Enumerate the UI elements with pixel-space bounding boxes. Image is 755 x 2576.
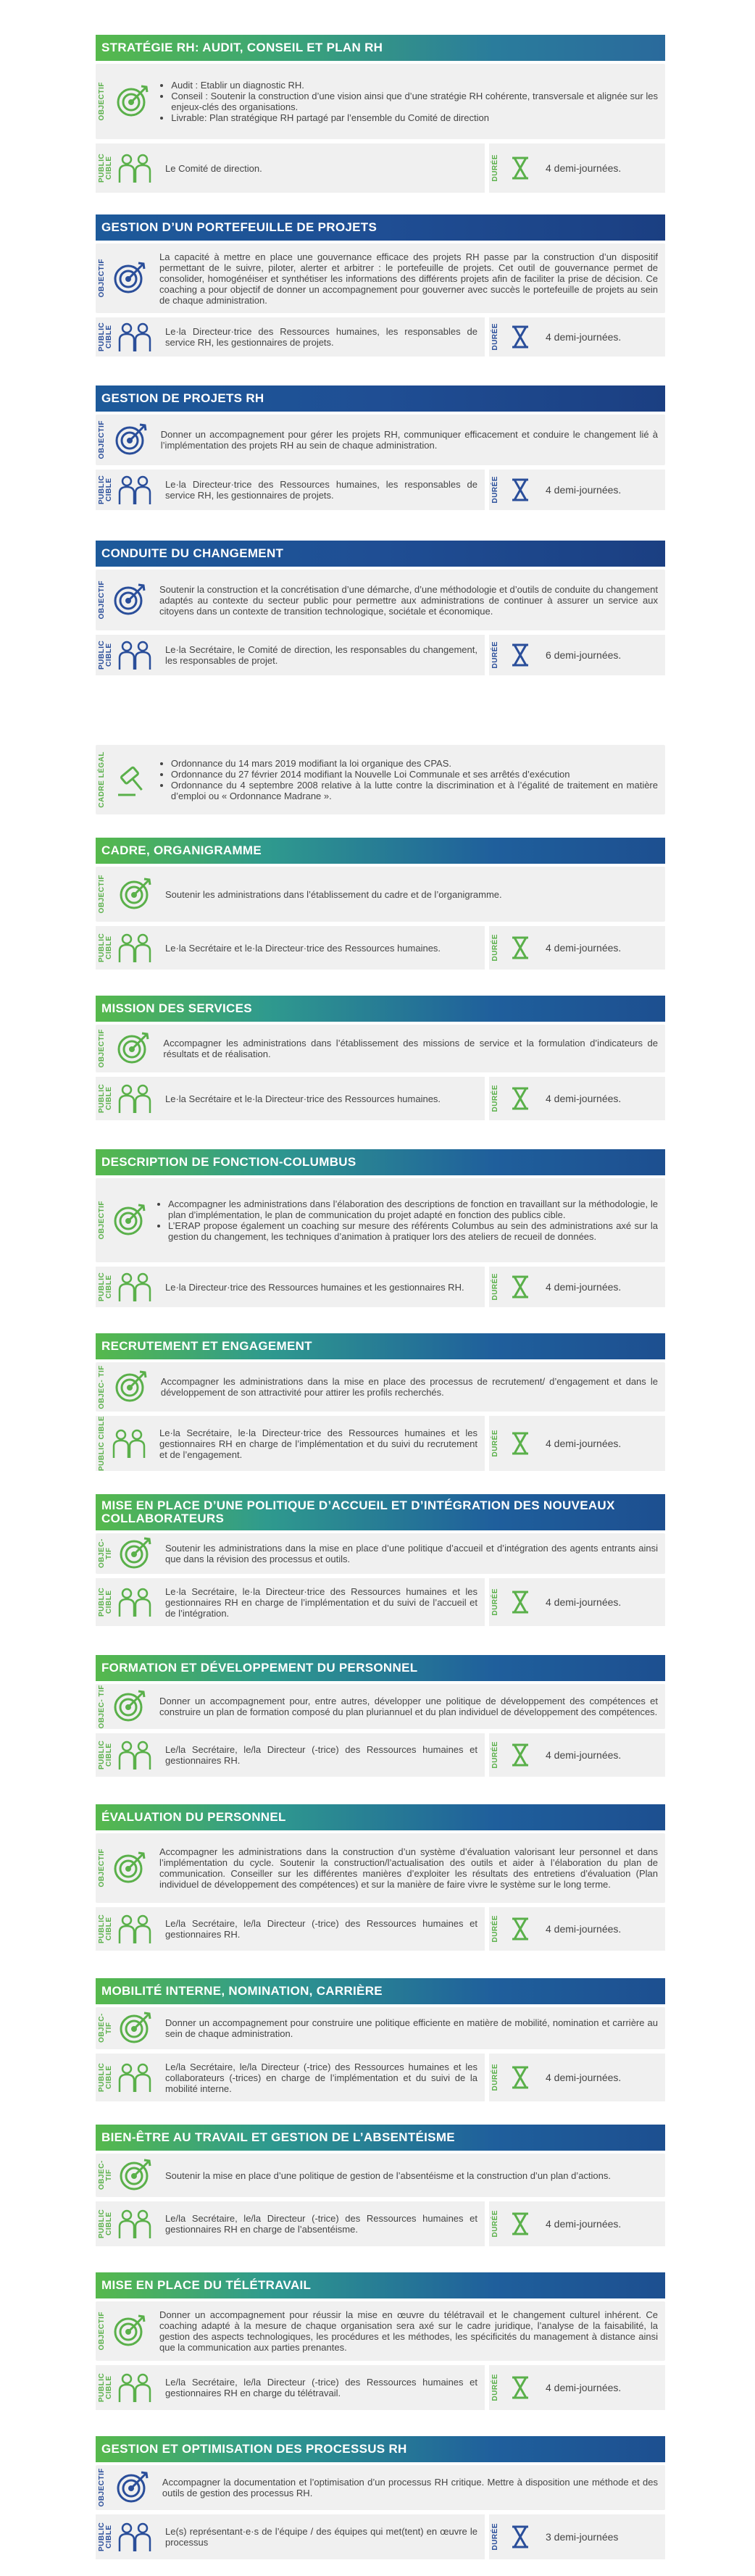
cadre-legal <box>96 745 665 814</box>
target-icon <box>109 1848 149 1888</box>
objective-box <box>96 64 665 139</box>
public-box <box>96 1416 485 1471</box>
target-icon <box>109 2311 149 2351</box>
public-label: PUBLIC CIBLE <box>98 2372 113 2403</box>
hourglass-icon <box>508 935 533 960</box>
objective-text: Donner un accompagnement pour, entre autres, développer une politique de développement des compétences et construire un plan de formation composé du plan pluriannuel et du plan individuel de développement des compétences. <box>159 1696 658 1717</box>
objective-label: OBJECTIF <box>98 420 106 459</box>
duration-text: 4 demi-journées. <box>546 1093 622 1104</box>
section-title: CADRE, ORGANIGRAMME <box>96 838 665 864</box>
objective-label: OBJEC- TIF <box>98 1684 106 1729</box>
duration-label: DURÉE <box>491 154 499 182</box>
objective-label: OBJECTIF <box>98 580 106 620</box>
objective-item: • L’ERAP propose également un coaching sur mesure des référents Columbus au sein des administrations axé sur la gestion du changement, les techniques d’animation à pratiquer lors des ateliers de recueil de données. <box>168 1220 658 1242</box>
public-text: Le/la Secrétaire, le/la Directeur (-trice) des Ressources humaines et les collaborateurs (-trices) en charge de l’implémentation et du suivi de la mobilité interne. <box>165 2061 477 2094</box>
meta-row <box>96 2514 665 2559</box>
section-strategie-rh <box>96 35 665 193</box>
objective-label: OBJECTIF <box>98 1848 106 1888</box>
meta-row <box>96 1416 665 1471</box>
objective-box <box>96 2007 665 2049</box>
objective-box <box>96 1025 665 1072</box>
objective-label: OBJECTIF <box>98 1201 106 1240</box>
people-icon <box>114 148 155 188</box>
section-formation <box>96 1655 665 1777</box>
meta-row <box>96 1907 665 1951</box>
duration-text: 4 demi-journées. <box>546 484 622 496</box>
duration-label: DURÉE <box>491 2374 499 2401</box>
people-icon <box>114 635 155 675</box>
public-label: PUBLIC CIBLE <box>98 2522 113 2552</box>
target-icon <box>114 2155 155 2196</box>
duration-label: DURÉE <box>491 476 499 504</box>
hourglass-icon <box>508 1590 533 1614</box>
target-icon <box>110 1367 151 1407</box>
public-box <box>96 1907 485 1951</box>
section-title: ÉVALUATION DU PERSONNEL <box>96 1804 665 1830</box>
hourglass-icon <box>508 643 533 667</box>
hourglass-icon <box>508 478 533 502</box>
section-title: RECRUTEMENT ET ENGAGEMENT <box>96 1333 665 1359</box>
public-box <box>96 635 485 675</box>
public-box <box>96 1578 485 1626</box>
public-box <box>96 2201 485 2246</box>
duration-label: DURÉE <box>491 2523 499 2551</box>
public-text: Le·la Directeur·trice des Ressources humaines et les gestionnaires RH. <box>165 1281 464 1293</box>
duration-text: 4 demi-journées. <box>546 331 622 343</box>
duration-box <box>489 2514 665 2559</box>
duration-text: 4 demi-journées. <box>546 2218 622 2230</box>
duration-label: DURÉE <box>491 2210 499 2238</box>
duration-box <box>489 2054 665 2101</box>
section-teletravail <box>96 2272 665 2410</box>
objective-item: • Conseil : Soutenir la construction d’une vision ainsi que d’une stratégie RH cohérente, transversale et alignée sur les enjeux-clés des organisations. <box>171 91 658 112</box>
public-label: PUBLIC CIBLE <box>98 1740 113 1770</box>
duration-label: DURÉE <box>491 1430 499 1457</box>
public-text: Le·la Directeur·trice des Ressources humaines, les responsables de service RH, les gestionnaires de projets. <box>165 479 477 501</box>
duration-text: 4 demi-journées. <box>546 162 622 174</box>
section-processus-rh <box>96 2436 665 2559</box>
objective-label: OBJECTIF <box>98 2468 106 2507</box>
meta-row <box>96 2201 665 2246</box>
duration-text: 4 demi-journées. <box>546 1281 622 1293</box>
meta-row <box>96 1733 665 1777</box>
legal-box <box>96 745 665 814</box>
public-text: Le/la Secrétaire, le/la Directeur (-trice) des Ressources humaines et gestionnaires RH. <box>165 1744 477 1766</box>
duration-box <box>489 1416 665 1471</box>
duration-text: 4 demi-journées. <box>546 2382 622 2393</box>
section-title: GESTION D’UN PORTEFEUILLE DE PROJETS <box>96 214 665 241</box>
objective-label: OBJECTIF <box>98 259 106 298</box>
public-label: PUBLIC CIBLE <box>98 933 113 963</box>
duration-text: 4 demi-journées. <box>546 1438 622 1449</box>
duration-label: DURÉE <box>491 641 499 669</box>
target-icon <box>109 1686 149 1727</box>
duration-label: DURÉE <box>491 1085 499 1112</box>
hourglass-icon <box>508 1086 533 1111</box>
section-mobilite <box>96 1978 665 2101</box>
objective-label: OBJECTIF <box>98 82 106 121</box>
public-text: Le·la Secrétaire, le·la Directeur·trice des Ressources humaines et les gestionnaires RH en charge de l’implémentation et du suivi du recrutement et de l’engagement. <box>159 1427 477 1460</box>
target-icon <box>114 1533 155 1574</box>
people-icon <box>114 2517 155 2557</box>
public-text: Le·la Secrétaire, le·la Directeur·trice des Ressources humaines et les gestionnaires RH en charge de l’implémentation et du suivi de l’accueil et de l’intégration. <box>165 1585 477 1619</box>
duration-box <box>489 635 665 675</box>
public-label: PUBLIC CIBLE <box>98 1416 106 1471</box>
people-icon <box>114 1582 155 1622</box>
objective-item: • Livrable: Plan stratégique RH partagé par l’ensemble du Comité de direction <box>171 112 658 123</box>
public-text: Le/la Secrétaire, le/la Directeur (-trice) des Ressources humaines et gestionnaires RH en charge du télétravail. <box>165 2377 477 2398</box>
hourglass-icon <box>508 1743 533 1767</box>
section-portefeuille <box>96 214 665 357</box>
people-icon <box>114 1909 155 1949</box>
objective-label: OBJECTIF <box>98 2312 106 2351</box>
duration-label: DURÉE <box>491 1588 499 1616</box>
hourglass-icon <box>508 156 533 180</box>
objective-text: Donner un accompagnement pour construire une politique efficiente en matière de mobilité, nomination et carrière au sein de chaque administration. <box>165 2017 658 2039</box>
hourglass-icon <box>508 2525 533 2549</box>
section-title: BIEN-ÊTRE AU TRAVAIL ET GESTION DE L’ABSENTÉISME <box>96 2125 665 2151</box>
meta-row <box>96 2054 665 2101</box>
section-cadre-organigramme <box>96 838 665 970</box>
people-icon <box>109 1423 149 1464</box>
objective-label: OBJEC- TIF <box>98 2160 113 2191</box>
legal-item: • Ordonnance du 27 février 2014 modifiant la Nouvelle Loi Communale et ses arrêtés d’exécution <box>171 769 658 780</box>
meta-row <box>96 1267 665 1307</box>
section-gestion-projets <box>96 385 665 510</box>
public-box <box>96 143 485 193</box>
duration-box <box>489 143 665 193</box>
people-icon <box>114 1735 155 1775</box>
duration-text: 4 demi-journées. <box>546 1749 622 1761</box>
meta-row <box>96 317 665 357</box>
duration-box <box>489 1907 665 1951</box>
section-title: MOBILITÉ INTERNE, NOMINATION, CARRIÈRE <box>96 1978 665 2004</box>
public-text: Le Comité de direction. <box>165 162 262 174</box>
objective-text: Donner un accompagnement pour réussir la mise en œuvre du télétravail et le changement culturel inhérent. Ce coaching adapté à la mesure de chaque organisation sera axé sur le cadre juridique, l’analyse de la faisabilité, la gestion des aspects technologiques, les procédures et les méthodes, les spécificités du management à distance ainsi que la communication aux parties prenantes. <box>159 2309 658 2353</box>
meta-row <box>96 635 665 675</box>
objective-box <box>96 2154 665 2197</box>
public-label: PUBLIC CIBLE <box>98 153 113 183</box>
public-label: PUBLIC CIBLE <box>98 475 113 505</box>
public-label: PUBLIC CIBLE <box>98 1083 113 1114</box>
legal-item: • Ordonnance du 4 septembre 2008 relative à la lutte contre la discrimination et à l’égalité de traitement en matière d’emploi ou « Ordonnance Madrane ». <box>171 780 658 801</box>
objective-label: OBJEC- TIF <box>98 2013 113 2043</box>
public-box <box>96 1733 485 1777</box>
public-text: Le·la Directeur·trice des Ressources humaines, les responsables de service RH, les gestionnaires de projets. <box>165 326 477 348</box>
objective-box <box>96 1178 665 1262</box>
target-icon <box>109 1200 149 1241</box>
section-accueil-integration <box>96 1494 665 1626</box>
objective-box <box>96 243 665 313</box>
duration-box <box>489 2365 665 2410</box>
section-title: CONDUITE DU CHANGEMENT <box>96 541 665 567</box>
objective-item: • Audit : Etablir un diagnostic RH. <box>171 80 658 91</box>
meta-row <box>96 926 665 970</box>
people-icon <box>114 928 155 968</box>
objective-text: Soutenir la mise en place d’une politique de gestion de l’absentéisme et la construction d’un plan d’actions. <box>165 2169 611 2181</box>
public-box <box>96 926 485 970</box>
duration-box <box>489 926 665 970</box>
meta-row <box>96 1578 665 1626</box>
people-icon <box>114 317 155 357</box>
objective-text: Soutenir la construction et la concrétisation d’une démarche, d’une méthodologie et d’outils de conduite du changement adaptés au contexte du secteur public pour permettre aux administrations de continuer à assurer un service aux citoyens dans un contexte de transition technologique, sociétale et économique. <box>159 583 658 617</box>
objective-box <box>96 867 665 922</box>
public-box <box>96 1267 485 1307</box>
section-mission-services <box>96 996 665 1120</box>
duration-label: DURÉE <box>491 323 499 351</box>
public-text: Le·la Secrétaire et le·la Directeur·trice des Ressources humaines. <box>165 942 441 954</box>
objective-item: • Accompagner les administrations dans l’élaboration des descriptions de fonction en travaillant sur la méthodologie, le plan d’implémentation, le plan de communication du projet adapté en fonction des publics cible. <box>168 1199 658 1220</box>
hourglass-icon <box>508 2212 533 2236</box>
target-icon <box>114 874 155 914</box>
section-description-fonction <box>96 1149 665 1307</box>
legal-item: • Ordonnance du 14 mars 2019 modifiant la loi organique des CPAS. <box>171 758 658 769</box>
public-box <box>96 2514 485 2559</box>
duration-box <box>489 1077 665 1120</box>
section-bien-etre <box>96 2125 665 2246</box>
target-icon <box>112 2467 152 2508</box>
duration-label: DURÉE <box>491 2064 499 2091</box>
public-box <box>96 470 485 510</box>
legal-label: CADRE LÉGAL <box>98 751 106 808</box>
people-icon <box>114 1267 155 1307</box>
duration-text: 4 demi-journées. <box>546 1923 622 1935</box>
section-title: GESTION ET OPTIMISATION DES PROCESSUS RH <box>96 2436 665 2462</box>
people-icon <box>114 2367 155 2408</box>
objective-box <box>96 1684 665 1729</box>
target-icon <box>109 258 149 299</box>
duration-text: 6 demi-journées. <box>546 649 622 661</box>
meta-row <box>96 470 665 510</box>
duration-label: DURÉE <box>491 1741 499 1769</box>
public-box <box>96 2365 485 2410</box>
public-label: PUBLIC CIBLE <box>98 640 113 670</box>
objective-box <box>96 570 665 630</box>
hourglass-icon <box>508 1275 533 1299</box>
people-icon <box>114 470 155 510</box>
objective-text <box>155 1193 665 1248</box>
objective-box <box>96 2465 665 2510</box>
section-recrutement <box>96 1333 665 1471</box>
objective-text: Accompagner les administrations dans la mise en place des processus de recrutement/ d’engagement et dans le développement de son attractivité pour attirer les profils recherchés. <box>160 1376 658 1398</box>
objective-label: OBJECTIF <box>98 1029 106 1068</box>
duration-box <box>489 1733 665 1777</box>
objective-label: OBJEC- TIF <box>98 1538 113 1569</box>
people-icon <box>114 1078 155 1119</box>
section-title: MISSION DES SERVICES <box>96 996 665 1022</box>
target-icon <box>109 580 149 620</box>
duration-label: DURÉE <box>491 1273 499 1301</box>
objective-box <box>96 414 665 465</box>
duration-label: DURÉE <box>491 934 499 962</box>
objective-text: Accompagner la documentation et l’optimisation d’un processus RH critique. Mettre à disposition une méthode et des outils de gestion des processus RH. <box>162 2477 658 2498</box>
duration-box <box>489 2201 665 2246</box>
target-icon <box>110 420 151 460</box>
section-conduite-changement <box>96 541 665 675</box>
meta-row <box>96 1077 665 1120</box>
objective-box <box>96 1533 665 1574</box>
objective-text: Accompagner les administrations dans l’établissement des missions de service et la formulation d’indicateurs de résultats et de réalisation. <box>163 1038 658 1059</box>
hourglass-icon <box>508 325 533 349</box>
legal-text <box>158 752 665 807</box>
target-icon <box>112 81 152 122</box>
objective-box <box>96 1833 665 1903</box>
objective-text: La capacité à mettre en place une gouvernance efficace des projets RH passe par la construction d’un dispositif permettant de le suivre, piloter, alerter et arbitrer : le portefeuille de projets. Cet outil de gouvernance permet de consolider, homogénéiser et synthétiser les informations des différents projets afin de faciliter la prise de décision. Ce coaching a pour objectif de donner un accompagnement pour gouverner avec succès le portefeuille de projets au sein de chaque administration. <box>159 251 658 306</box>
section-title: STRATÉGIE RH: AUDIT, CONSEIL ET PLAN RH <box>96 35 665 61</box>
duration-text: 3 demi-journées <box>546 2531 619 2543</box>
public-text: Le(s) représentant·e·s de l’équipe / des équipes qui met(tent) en œuvre le processus <box>165 2526 477 2548</box>
objective-text <box>158 74 665 129</box>
hourglass-icon <box>508 1431 533 1456</box>
public-box <box>96 317 485 357</box>
duration-text: 4 demi-journées. <box>546 942 622 954</box>
duration-text: 4 demi-journées. <box>546 1596 622 1608</box>
section-title: DESCRIPTION DE FONCTION-COLUMBUS <box>96 1149 665 1175</box>
hourglass-icon <box>508 2065 533 2090</box>
section-title: FORMATION ET DÉVELOPPEMENT DU PERSONNEL <box>96 1655 665 1681</box>
public-text: Le/la Secrétaire, le/la Directeur (-trice) des Ressources humaines et gestionnaires RH. <box>165 1918 477 1940</box>
public-label: PUBLIC CIBLE <box>98 1914 113 1944</box>
target-icon <box>114 2008 155 2048</box>
duration-label: DURÉE <box>491 1915 499 1943</box>
public-label: PUBLIC CIBLE <box>98 1272 113 1302</box>
duration-box <box>489 470 665 510</box>
section-evaluation <box>96 1804 665 1951</box>
section-title: MISE EN PLACE D’UNE POLITIQUE D’ACCUEIL ET D’INTÉGRATION DES NOUVEAUX COLLABORATEURS <box>96 1494 665 1530</box>
objective-label: OBJEC- TIF <box>98 1364 106 1409</box>
objective-box <box>96 2301 665 2361</box>
meta-row <box>96 143 665 193</box>
duration-box <box>489 1267 665 1307</box>
gavel-icon <box>112 759 152 800</box>
public-box <box>96 1077 485 1120</box>
people-icon <box>114 2057 155 2098</box>
public-label: PUBLIC CIBLE <box>98 1587 113 1617</box>
public-label: PUBLIC CIBLE <box>98 2209 113 2239</box>
section-title: MISE EN PLACE DU TÉLÉTRAVAIL <box>96 2272 665 2298</box>
duration-box <box>489 1578 665 1626</box>
objective-text: Soutenir les administrations dans la mise en place d’une politique d’accueil et d’intégration des agents entrants ainsi que dans la révision des processus et outils. <box>165 1543 658 1564</box>
section-title: GESTION DE PROJETS RH <box>96 385 665 412</box>
public-text: Le/la Secrétaire, le/la Directeur (-trice) des Ressources humaines et gestionnaires RH en charge de l’absentéisme. <box>165 2213 477 2235</box>
objective-box <box>96 1362 665 1412</box>
hourglass-icon <box>508 2375 533 2400</box>
public-label: PUBLIC CIBLE <box>98 322 113 352</box>
objective-text: Soutenir les administrations dans l’établissement du cadre et de l’organigramme. <box>165 888 502 900</box>
public-label: PUBLIC CIBLE <box>98 2062 113 2093</box>
public-text: Le·la Secrétaire et le·la Directeur·trice des Ressources humaines. <box>165 1093 441 1104</box>
objective-text: Accompagner les administrations dans la construction d’un système d’évaluation valorisant leur personnel et dans l’implémentation du cycle. Soutenir la construction/l’actualisation des outils et aider à l’élaboration du plan de communication. Conseiller sur les différentes manières d’exploiter les résultats des entretiens d’évaluation (Plan individuel de développement des compétences) et sur la manière de faire vivre le système sur le long terme. <box>159 1846 658 1890</box>
objective-text: Donner un accompagnement pour gérer les projets RH, communiquer efficacement et conduire le changement lié à l’implémentation des projets RH au sein de chaque administration. <box>160 429 658 451</box>
target-icon <box>112 1028 153 1069</box>
meta-row <box>96 2365 665 2410</box>
public-box <box>96 2054 485 2101</box>
public-text: Le·la Secrétaire, le Comité de direction, les responsables du changement, les responsables de projet. <box>165 644 477 666</box>
objective-label: OBJECTIF <box>98 875 106 914</box>
hourglass-icon <box>508 1917 533 1941</box>
duration-text: 4 demi-journées. <box>546 2072 622 2083</box>
people-icon <box>114 2204 155 2244</box>
duration-box <box>489 317 665 357</box>
